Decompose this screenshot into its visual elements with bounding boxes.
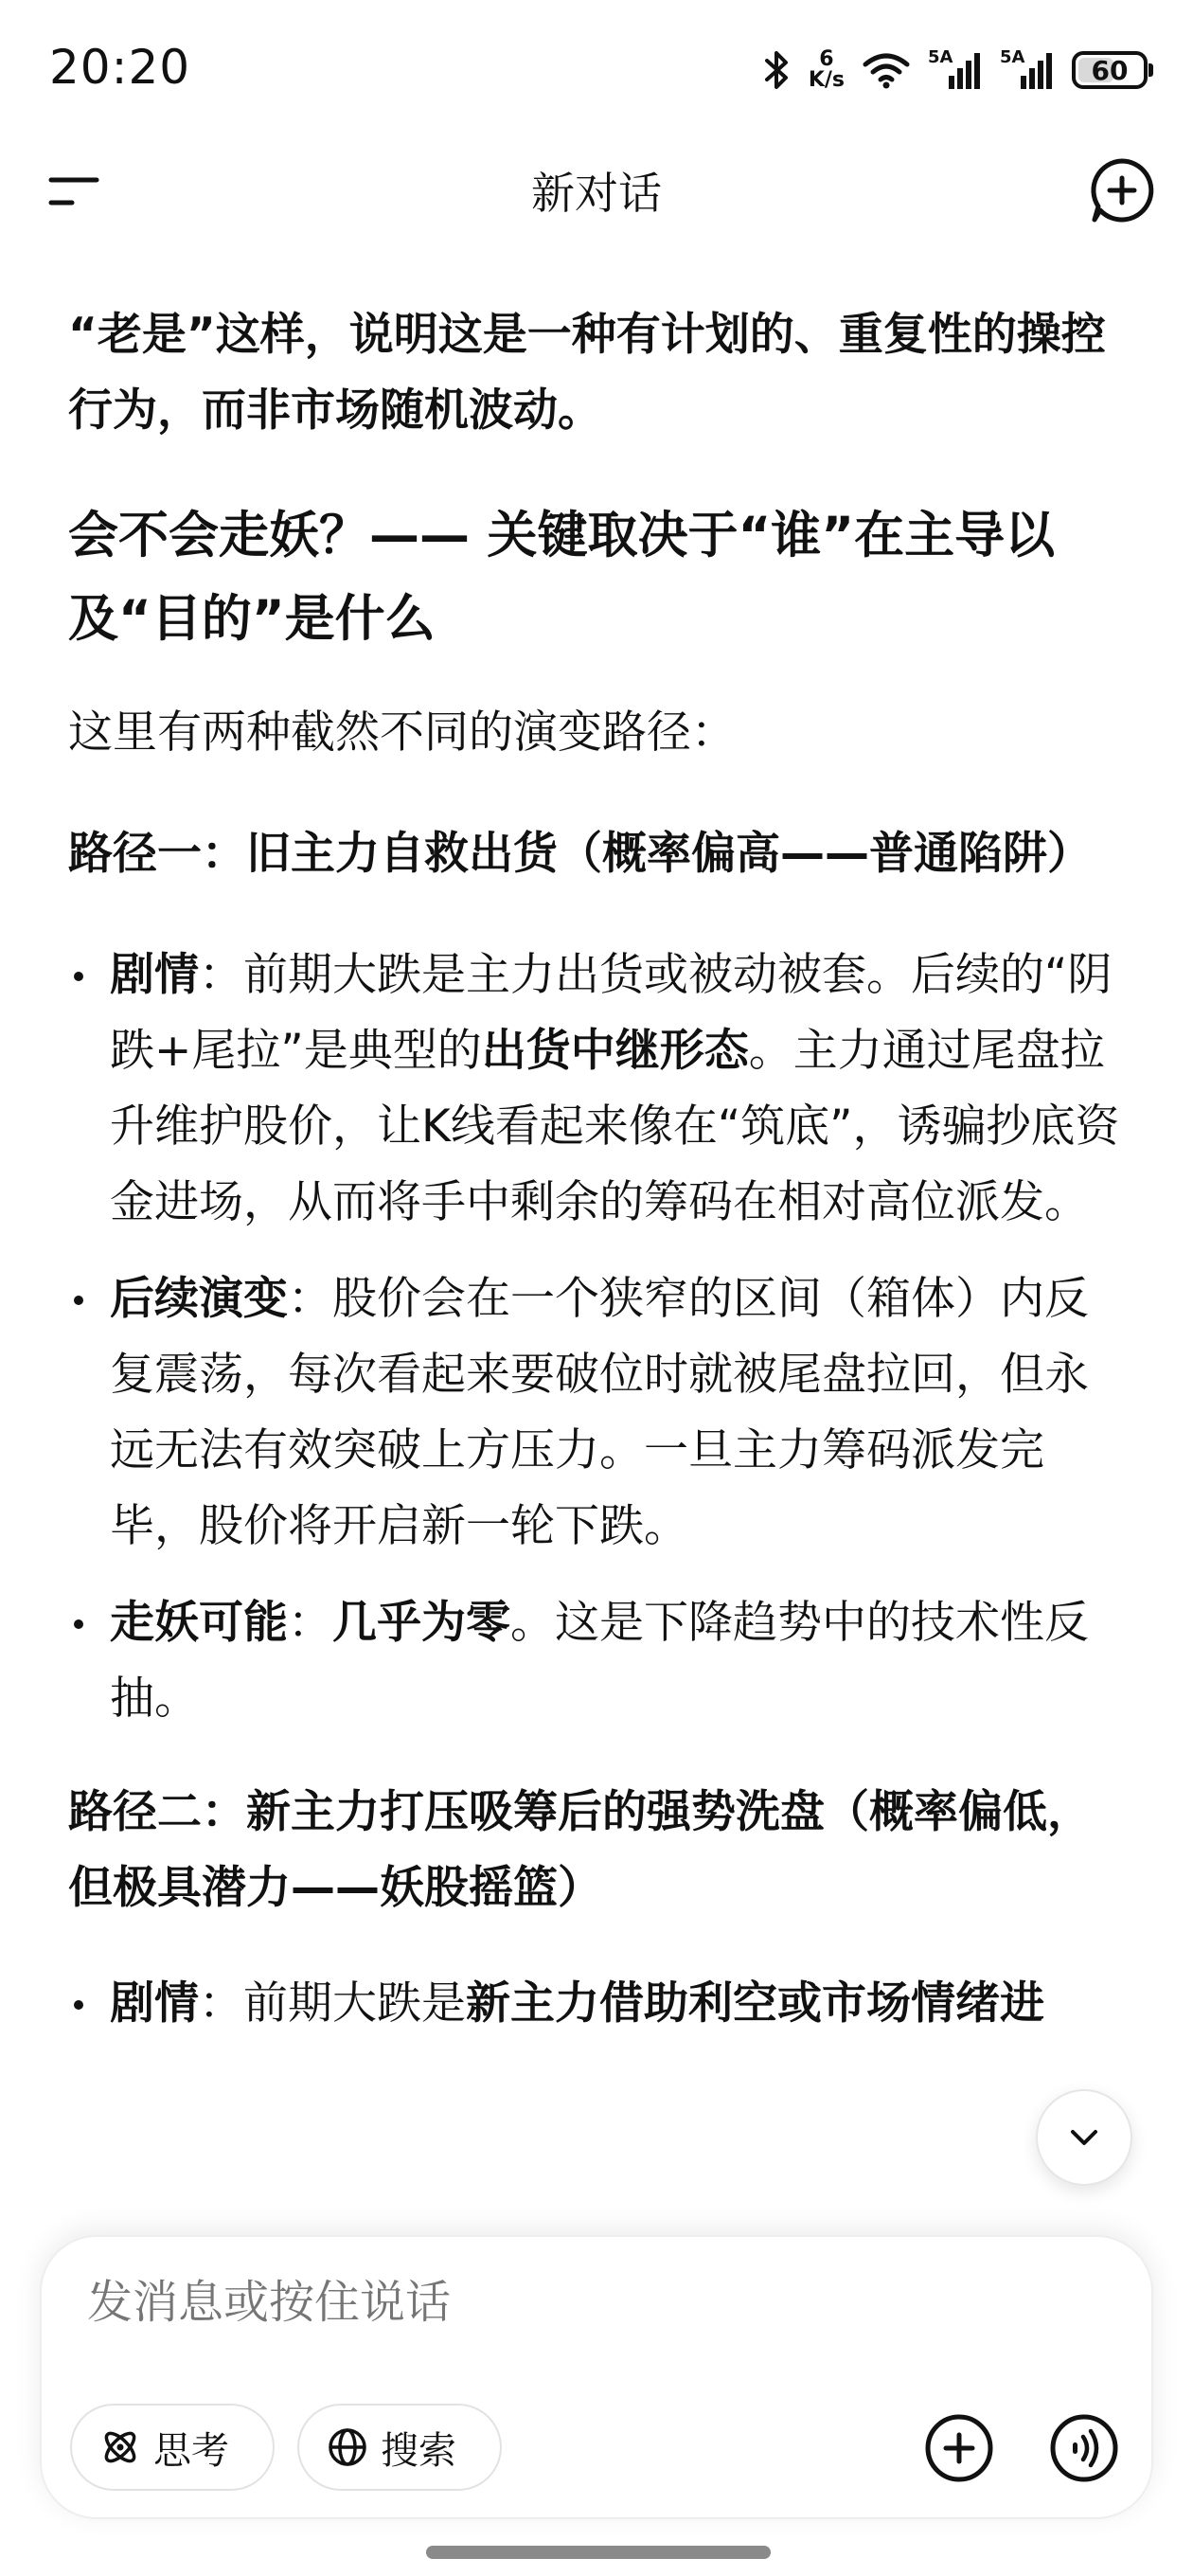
list-item-separator: ： — [199, 949, 243, 1001]
new-chat-button[interactable] — [1085, 153, 1159, 227]
status-icons — [763, 42, 1148, 98]
list-item-label: 走妖可能 — [110, 1597, 288, 1649]
app-bar — [0, 142, 1193, 237]
section-heading: 会不会走妖？—— 关键取决于“谁”在主导以及“目的”是什么 — [68, 507, 1056, 648]
list-item-label: 剧情 — [110, 1977, 199, 2030]
intro-quote: “老是” — [68, 309, 216, 361]
route-1-list — [68, 938, 1131, 1737]
chat-message-content — [68, 284, 1131, 2254]
cellular-signal-1-icon — [928, 49, 983, 91]
voice-wave-icon — [1048, 2412, 1120, 2484]
list-item-label: 剧情 — [110, 949, 199, 1001]
list-item-text: 。这是下降趋势中的技术性反抽。 — [110, 1597, 1089, 1725]
list-item-text: 前期大跌是 — [243, 1977, 466, 2030]
globe-icon — [326, 2425, 369, 2469]
battery-level: 60 — [1091, 54, 1129, 86]
status-bar — [0, 0, 1193, 142]
network-speed-unit: K/s — [808, 68, 845, 92]
wifi-icon — [862, 51, 911, 89]
list-item-separator: ： — [288, 1273, 332, 1325]
route-1-title: 路径一：旧主力自救出货（概率偏高——普通陷阱） — [68, 828, 1092, 880]
think-label: 思考 — [153, 2428, 229, 2473]
list-item-text: 股价会在一个狭窄的区间（箱体）内反复震荡，每次看起来要破位时就被尾盘拉回，但永远无法有效突破上方压力。一旦主力筹码派发完毕，股价将开启新一轮下跌。 — [110, 1273, 1089, 1552]
page-title: 新对话 — [531, 168, 662, 219]
message-input[interactable] — [85, 2275, 941, 2330]
signal-1-label: 5A — [928, 47, 953, 67]
search-toggle-button[interactable] — [297, 2404, 502, 2491]
message-composer — [40, 2235, 1153, 2519]
intro-paragraph — [68, 297, 1131, 449]
search-label: 搜索 — [381, 2428, 456, 2473]
voice-call-button[interactable] — [1043, 2407, 1125, 2489]
chevron-down-icon — [1065, 2119, 1103, 2156]
list-item — [68, 1261, 1131, 1565]
list-item-emphasis: 出货中继形态 — [481, 1025, 749, 1077]
route-2-title: 路径二：新主力打压吸筹后的强势洗盘（概率偏低，但极具潜力——妖股摇篮） — [68, 1786, 1092, 1914]
list-item — [68, 1585, 1131, 1737]
list-item — [68, 1966, 1131, 2042]
route-2-list — [68, 1966, 1131, 2042]
battery-icon — [1072, 51, 1148, 89]
list-item-text: 前期大跌是主力出货或被动被套。后续的“阴跌+尾拉”是典型的 — [110, 949, 1113, 1077]
new-chat-icon — [1085, 153, 1159, 227]
network-speed-value: 6 — [819, 47, 834, 71]
lead-paragraph: 这里有两种截然不同的演变路径： — [68, 707, 736, 759]
plus-circle-icon — [923, 2412, 995, 2484]
list-item-text: 。主力通过尾盘拉升维护股价，让K线看起来像在“筑底”，诱骗抄底资金进场，从而将手中剩余的筹码在相对高位派发。 — [110, 1025, 1120, 1228]
home-indicator[interactable] — [426, 2546, 771, 2559]
list-item-separator: ： — [288, 1597, 332, 1649]
signal-2-label: 5A — [1000, 47, 1025, 67]
scroll-to-bottom-button[interactable] — [1036, 2089, 1132, 2186]
status-time: 20:20 — [49, 40, 191, 95]
cellular-signal-2-icon — [1000, 49, 1055, 91]
intro-text: 这样，说明这是一种有计划的、重复性的操控行为，而非市场随机波动。 — [68, 309, 1106, 437]
list-item-label: 后续演变 — [110, 1273, 288, 1325]
atom-icon — [98, 2425, 142, 2469]
list-item — [68, 938, 1131, 1241]
add-attachment-button[interactable] — [918, 2407, 1000, 2489]
network-speed — [809, 49, 845, 91]
list-item-separator: ： — [199, 1977, 243, 2030]
think-toggle-button[interactable] — [70, 2404, 275, 2491]
bluetooth-icon — [763, 49, 792, 91]
list-item-emphasis: 新主力借助利空或市场情绪进 — [466, 1977, 1044, 2030]
list-item-emphasis: 几乎为零 — [332, 1597, 510, 1649]
